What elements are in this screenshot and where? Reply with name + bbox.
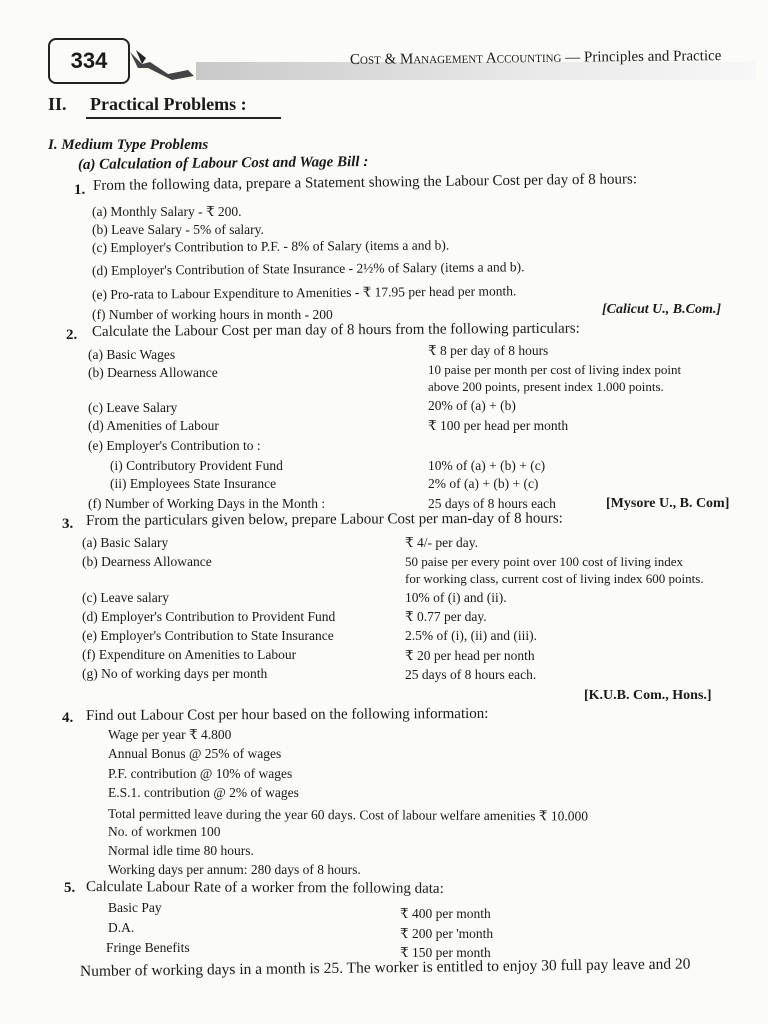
- page-number: 334: [70, 48, 108, 73]
- problem-2-value: ₹ 100 per head per month: [428, 418, 569, 433]
- problem-3-text: From the particulars given below, prepare Labour Cost per man-day of 8 hours:: [85, 510, 563, 529]
- problem-1-item: (f) Number of working hours in month - 200: [92, 307, 333, 322]
- problem-1-item: (e) Pro-rata to Labour Expenditure to Amenities - ₹ 17.95 per head per month.: [91, 283, 517, 302]
- problem-3-value: 2.5% of (i), (ii) and (iii).: [405, 628, 537, 643]
- problem-5-value: ₹ 150 per month: [400, 945, 491, 960]
- problem-5-label: D.A.: [108, 920, 135, 935]
- subsubheading: (a) Calculation of Labour Cost and Wage Bill :: [77, 153, 369, 173]
- book-subtitle: — Principles and Practice: [561, 48, 722, 66]
- problem-3-value: 50 paise per every point over 100 cost of living index: [405, 554, 683, 569]
- problem-3-label: (f) Expenditure on Amenities to Labour: [82, 647, 297, 662]
- problem-5-value: ₹ 400 per month: [400, 906, 491, 921]
- problem-2-text: Calculate the Labour Cost per man day of 8 hours from the following particulars:: [91, 320, 580, 340]
- problem-3-label: (a) Basic Salary: [82, 535, 169, 550]
- problem-3-number: 3.: [62, 516, 74, 532]
- problem-1-item: (c) Employer's Contribution to P.F. - 8% of Salary (items a and b).: [91, 237, 450, 255]
- problem-4-line: Wage per year ₹ 4.800: [108, 727, 232, 742]
- section-number: II.: [48, 94, 67, 114]
- problem-5-text: Calculate Labour Rate of a worker from the following data:: [85, 879, 444, 897]
- problem-1-item: (a) Monthly Salary - ₹ 200.: [92, 204, 242, 219]
- problem-3-label: (e) Employer's Contribution to State Insurance: [82, 628, 334, 643]
- problem-1-item: (d) Employer's Contribution of State Insurance - 2½% of Salary (items a and b).: [91, 259, 525, 278]
- problem-3-value: ₹ 0.77 per day.: [405, 609, 487, 624]
- section-underline: [86, 117, 281, 119]
- problem-1-number: 1.: [74, 182, 86, 198]
- problem-2-label: (i) Contributory Provident Fund: [110, 458, 283, 473]
- page-number-box: [48, 38, 130, 84]
- problem-3-value: 25 days of 8 hours each.: [405, 667, 537, 682]
- problem-1-source: [Calicut U., B.Com.]: [602, 302, 722, 317]
- problem-3-label: (d) Employer's Contribution to Provident Fund: [82, 609, 336, 624]
- problem-2-source: [Mysore U., B. Com]: [606, 496, 730, 511]
- problem-5-number: 5.: [64, 880, 76, 896]
- book-title: Cost & Management Accounting: [349, 49, 562, 68]
- problem-4-line: E.S.1. contribution @ 2% of wages: [108, 785, 299, 800]
- problem-4-line: Working days per annum: 280 days of 8 hours.: [108, 862, 361, 877]
- problem-3-value: 10% of (i) and (ii).: [405, 590, 507, 605]
- problem-3-label: (g) No of working days per month: [82, 666, 268, 681]
- problem-4-line: No. of workmen 100: [108, 824, 221, 839]
- problem-3-value: for working class, current cost of living index 600 points.: [405, 571, 704, 586]
- problem-3-label: (b) Dearness Allowance: [82, 554, 212, 569]
- problem-1-text: From the following data, prepare a Statement showing the Labour Cost per day of 8 hours:: [92, 171, 638, 194]
- problem-2-value: 10% of (a) + (b) + (c): [428, 458, 546, 473]
- problem-5-last-line: Number of working days in a month is 25. The worker is entitled to enjoy 30 full pay leave and 20: [79, 955, 691, 980]
- problem-4-line: Normal idle time 80 hours.: [108, 843, 254, 858]
- problem-2-label: (b) Dearness Allowance: [88, 365, 218, 380]
- problem-4-number: 4.: [62, 710, 74, 726]
- problem-2-value: above 200 points, present index 1.000 points.: [428, 379, 664, 394]
- problem-5-label: Fringe Benefits: [106, 940, 190, 955]
- problem-4-text: Find out Labour Cost per hour based on the following information:: [85, 705, 489, 724]
- problem-2-value: ₹ 8 per day of 8 hours: [428, 343, 549, 358]
- problem-4-line: Total permitted leave during the year 60 days. Cost of labour welfare amenities ₹ 10.000: [107, 806, 589, 824]
- problem-2-label: (d) Amenities of Labour: [88, 418, 219, 433]
- problem-2-value: 2% of (a) + (b) + (c): [428, 476, 539, 491]
- problem-2-label: (ii) Employees State Insurance: [110, 476, 277, 491]
- problem-2-value: 20% of (a) + (b): [428, 398, 516, 413]
- problem-2-label: (a) Basic Wages: [88, 347, 176, 362]
- problem-2-value: 10 paise per month per cost of living index point: [428, 362, 682, 377]
- problem-3-label: (c) Leave salary: [82, 590, 169, 605]
- problem-3-value: ₹ 4/- per day.: [405, 535, 478, 550]
- problem-4-line: Annual Bonus @ 25% of wages: [108, 746, 282, 761]
- problem-5-value: ₹ 200 per 'month: [400, 926, 494, 941]
- problem-2-number: 2.: [66, 327, 78, 343]
- problem-2-value: 25 days of 8 hours each: [428, 496, 556, 511]
- section-title: Practical Problems :: [90, 94, 247, 114]
- subheading: I. Medium Type Problems: [48, 137, 209, 153]
- problem-5-label: Basic Pay: [108, 900, 162, 915]
- problem-3-source: [K.U.B. Com., Hons.]: [584, 688, 712, 703]
- problem-2-label: (e) Employer's Contribution to :: [88, 438, 261, 453]
- problem-4-line: P.F. contribution @ 10% of wages: [108, 766, 293, 781]
- problem-2-label: (c) Leave Salary: [88, 400, 178, 415]
- problem-2-label: (f) Number of Working Days in the Month :: [88, 496, 326, 511]
- problem-3-value: ₹ 20 per head per nonth: [405, 648, 535, 663]
- pen-icon: [128, 44, 198, 84]
- problem-1-item: (b) Leave Salary - 5% of salary.: [92, 222, 264, 237]
